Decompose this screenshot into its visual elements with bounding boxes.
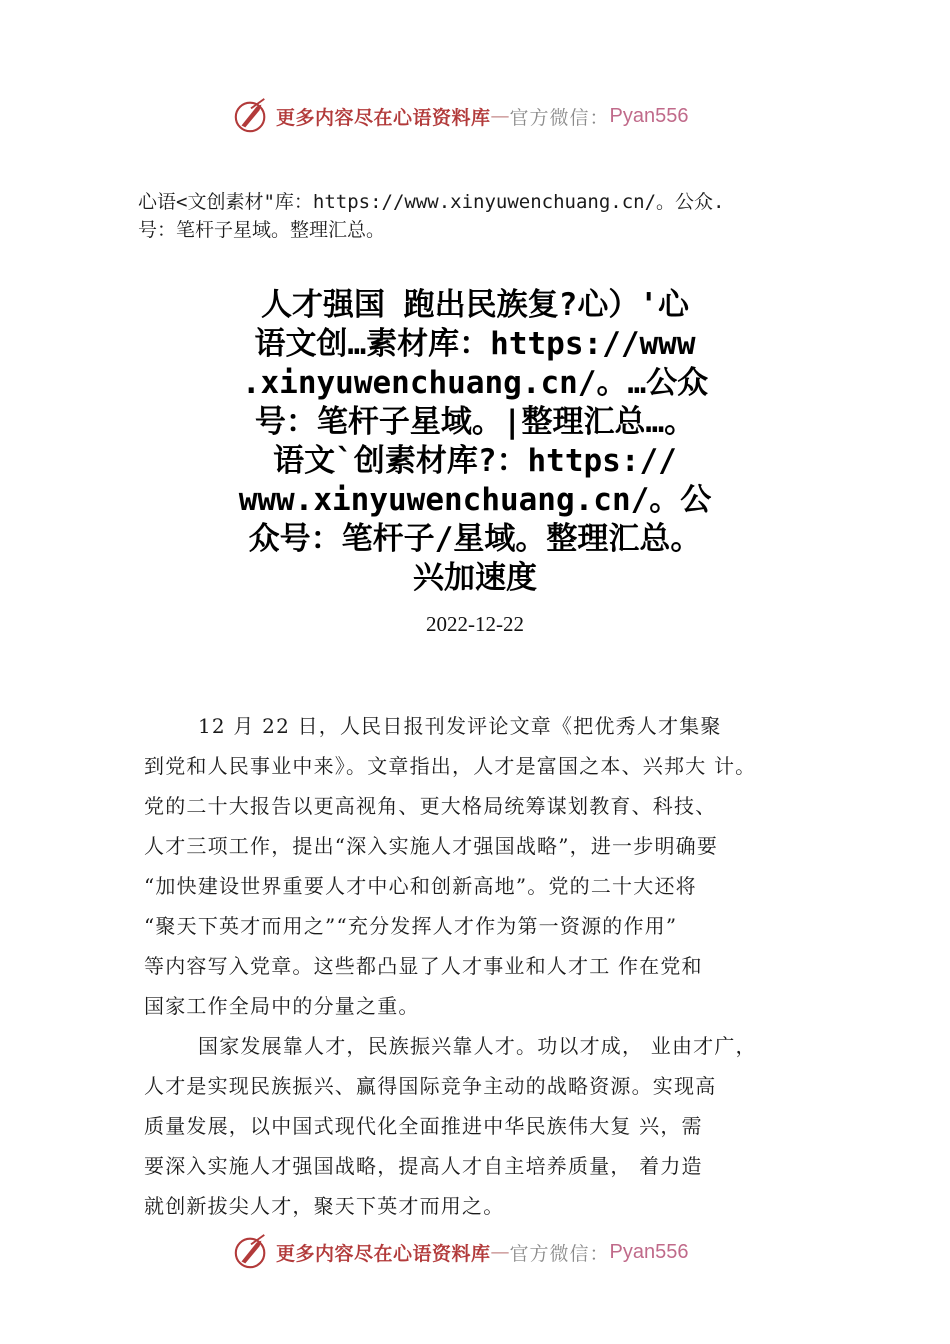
paragraph-line: 人才是实现民族振兴、赢得国际竞争主动的战略资源。实现高 xyxy=(144,1074,717,1098)
paragraph-line: 党的二十大报告以更高视角、更大格局统筹谋划教育、科技、 xyxy=(144,794,717,818)
paragraph-line: 12 月 22 日，人民日报刊发评论文章《把优秀人才集聚 xyxy=(198,714,722,738)
paragraph-line: 质量发展，以中国式现代化全面推进中华民族伟大复 兴，需 xyxy=(144,1114,703,1138)
footer-banner xyxy=(232,1232,689,1272)
paragraph-line: 国家发展靠人才，民族振兴靠人才。功以才成， 业由才广， xyxy=(198,1034,757,1058)
banner-title: 更多内容尽在心语资料库 xyxy=(276,106,491,129)
intro-line: 号：笔杆子星域。整理汇总。 xyxy=(138,219,386,241)
title-line: 号：笔杆子星域。|整理汇总…。 xyxy=(254,404,696,440)
paragraph-line: “加快建设世界重要人才中心和创新高地”。党的二十大还将 xyxy=(144,874,697,898)
quill-pen-logo-icon xyxy=(232,1233,270,1271)
header-banner xyxy=(232,96,689,136)
banner-wechat-id: Pyan556 xyxy=(609,1240,689,1263)
intro-notice xyxy=(138,188,828,244)
paragraph xyxy=(144,1026,844,1226)
document-title xyxy=(232,286,718,598)
title-line: 语文创…素材库：https://www xyxy=(254,326,696,362)
intro-line: 心语<文创素材"库：https://www.xinyuwenchuang.cn/。公众. xyxy=(138,191,725,213)
banner-wechat-label: 官方微信： xyxy=(509,106,610,129)
banner-wechat-label: 官方微信： xyxy=(509,1242,610,1265)
title-line: 语文`创素材库?：https:// xyxy=(273,443,677,479)
paragraph-line: 就创新拔尖人才，聚天下英才而用之。 xyxy=(144,1194,505,1218)
title-line: 众号：笔杆子/星域。整理汇总。 xyxy=(248,521,702,557)
paragraph-line: 国家工作全局中的分量之重。 xyxy=(144,994,420,1018)
banner-title: 更多内容尽在心语资料库 xyxy=(276,1242,491,1265)
title-line: .xinyuwenchuang.cn/。…公众 xyxy=(241,365,709,401)
paragraph-line: 要深入实施人才强国战略，提高人才自主培养质量， 着力造 xyxy=(144,1154,703,1178)
paragraph-line: 等内容写入党章。这些都凸显了人才事业和人才工 作在党和 xyxy=(144,954,703,978)
quill-pen-logo-icon xyxy=(232,97,270,135)
article-body xyxy=(144,706,844,1226)
paragraph-line: 到党和人民事业中来》。文章指出，人才是富国之本、兴邦大 计。 xyxy=(144,754,757,778)
banner-wechat-id: Pyan556 xyxy=(609,104,689,127)
title-line: 人才强国 跑出民族复?心）'心 xyxy=(261,287,689,323)
paragraph-line: “聚天下英才而用之”“充分发挥人才作为第一资源的作用” xyxy=(144,914,678,938)
publish-date: 2022-12-22 xyxy=(426,612,524,636)
title-line: www.xinyuwenchuang.cn/。公 xyxy=(238,482,712,518)
title-line: 兴加速度 xyxy=(413,560,537,596)
paragraph xyxy=(144,706,844,1026)
paragraph-line: 人才三项工作，提出“深入实施人才强国战略”，进一步明确要 xyxy=(144,834,719,858)
banner-dash: — xyxy=(490,105,510,127)
banner-dash: — xyxy=(490,1241,510,1263)
